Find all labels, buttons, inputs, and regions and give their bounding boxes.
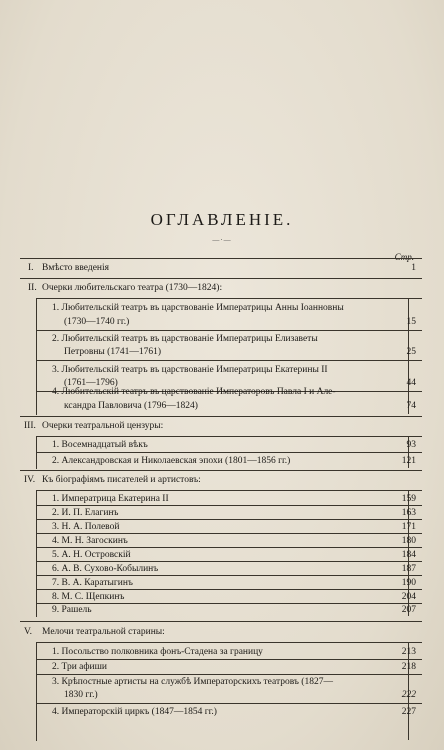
page-number: 1 — [411, 263, 416, 273]
entry-divider — [36, 674, 422, 675]
section-label: Очерки любительскаго театра (1730—1824): — [42, 283, 223, 293]
entry-line: 2. Три афиши — [52, 662, 108, 672]
entry-divider — [36, 575, 422, 576]
entry-line: 2. Любительскій театръ въ царствованіе Императрицы Елизаветы — [52, 334, 318, 344]
section-label: Къ біографіямъ писателей и артистовъ: — [42, 475, 201, 485]
entry-line: 1. Любительскій театръ въ царствованіе Императрицы Анны Іоанновны — [52, 303, 344, 313]
entry-line: 8. М. С. Щепкинъ — [52, 592, 125, 602]
page-number: 184 — [401, 550, 416, 560]
entry-line: 1830 гг.) — [64, 690, 98, 700]
section-number: II. — [28, 283, 37, 293]
section-divider — [20, 621, 422, 622]
entry-line: 1. Восемнадцатый вѣкъ — [52, 440, 148, 450]
entry-divider — [36, 703, 422, 704]
entry-line: 3. Крѣпостные артисты на службѣ Императорскихъ театровъ (1827— — [52, 677, 333, 687]
entry-divider — [36, 519, 422, 520]
entry-divider — [36, 659, 422, 660]
section-number: III. — [24, 421, 36, 431]
section-divider — [20, 416, 422, 417]
entry-line: 7. В. А. Каратыгинъ — [52, 578, 133, 588]
entry-line: 3. Н. А. Полевой — [52, 522, 120, 532]
page-number: 25 — [406, 347, 416, 357]
entry-divider — [36, 505, 422, 506]
page-number: 204 — [401, 592, 416, 602]
section-number: V. — [24, 627, 33, 637]
title-ornament: —·— — [212, 236, 232, 244]
page-number: 187 — [401, 564, 416, 574]
page-number: 180 — [401, 536, 416, 546]
page-number: 163 — [401, 508, 416, 518]
page-column-header: Стр. — [394, 252, 414, 262]
entry-divider — [36, 330, 422, 331]
section-number: I. — [28, 263, 34, 273]
entry-line: 1. Посольство полковника фонъ-Стадена за границу — [52, 647, 263, 657]
entry-line: 9. Рашель — [52, 605, 92, 615]
entry-line: 2. Александровская и Николаевская эпохи (1801—1856 гг.) — [52, 456, 291, 466]
page-number: 171 — [401, 522, 416, 532]
entry-line: Петровны (1741—1761) — [64, 347, 161, 357]
entry-line: 1. Императрица Екатерина II — [52, 494, 169, 504]
entry-divider — [36, 360, 422, 361]
entry-divider — [36, 547, 422, 548]
entry-line: (1761—1796) — [64, 378, 118, 388]
entry-divider — [36, 589, 422, 590]
page-number: 121 — [401, 456, 416, 466]
entry-line: 3. Любительскій театръ въ царствованіе Императрицы Екатерины II — [52, 365, 328, 375]
page-number: 44 — [406, 378, 416, 388]
entry-divider — [36, 561, 422, 562]
page-number: 93 — [406, 440, 416, 450]
entry-divider — [36, 533, 422, 534]
page-number: 190 — [401, 578, 416, 588]
section-divider — [20, 278, 422, 279]
section-label: Очерки театральной цензуры: — [42, 421, 164, 431]
entry-line: 5. А. Н. Островскій — [52, 550, 131, 560]
section-divider — [20, 258, 422, 259]
section-divider — [20, 470, 422, 471]
page-number: 213 — [401, 647, 416, 657]
entry-line: 6. А. В. Сухово-Кобылинъ — [52, 564, 159, 574]
page-number: 218 — [401, 662, 416, 672]
section-number: IV. — [24, 475, 36, 485]
entry-line: 2. И. П. Елагинъ — [52, 508, 119, 518]
page-title: ОГЛАВЛЕНІЕ. — [150, 210, 294, 229]
entry-divider — [36, 603, 422, 604]
page-number: 227 — [401, 707, 416, 717]
section-label: Вмѣсто введенія — [42, 263, 110, 273]
page-number: 207 — [401, 605, 416, 615]
page-number: 222 — [401, 690, 416, 700]
entry-line: ксандра Павловича (1796—1824) — [64, 401, 198, 411]
entry-line: 4. Императорскій циркъ (1847—1854 гг.) — [52, 707, 217, 717]
section-label: Мелочи театральной старины: — [42, 627, 165, 637]
page-number: 159 — [401, 494, 416, 504]
page-number: 74 — [406, 401, 416, 411]
page-number: 15 — [406, 317, 416, 327]
entry-divider — [36, 452, 422, 453]
entry-line: 4. М. Н. Загоскинъ — [52, 536, 128, 546]
entry-line: 4. Любительскій театръ въ царствованіе Императоровъ Павла I и Але- — [52, 387, 336, 397]
entry-line: (1730—1740 гг.) — [64, 317, 130, 327]
